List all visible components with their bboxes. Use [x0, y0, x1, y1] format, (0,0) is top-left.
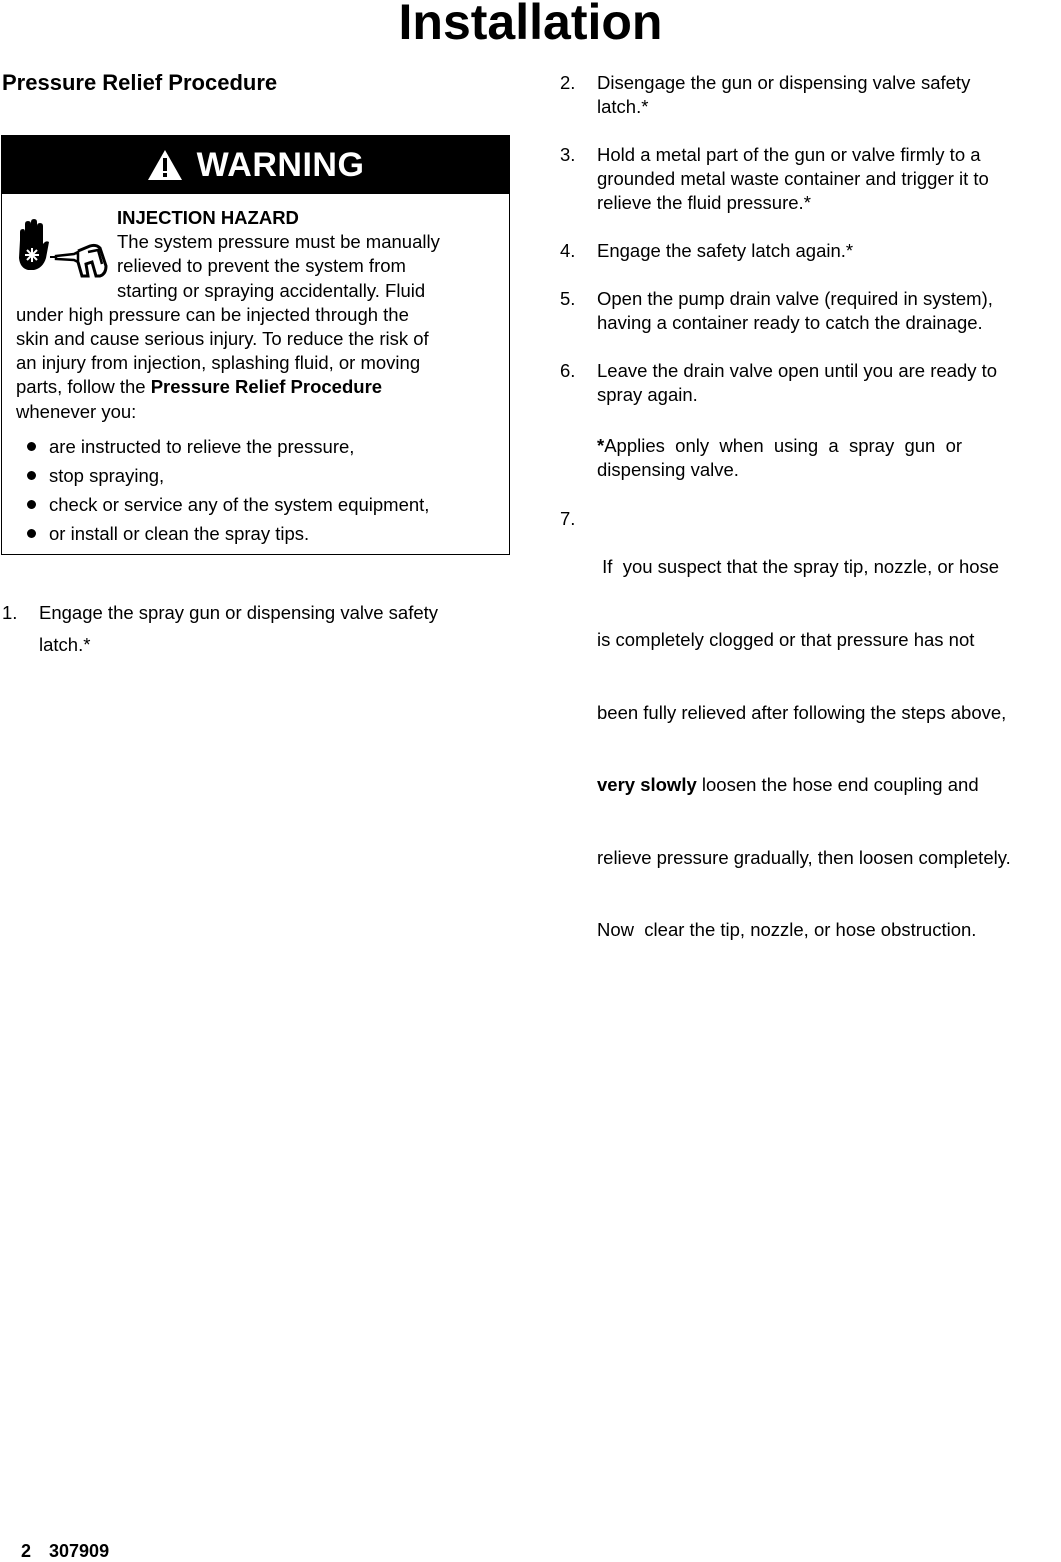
hazard-bullets [16, 432, 491, 548]
step-number: 6. [560, 360, 576, 381]
step-6 [560, 359, 1055, 409]
bullet-icon [27, 529, 36, 538]
step-5 [560, 287, 1055, 337]
warning-triangle-icon [147, 149, 183, 181]
step-text: If you suspect that the spray tip, nozzle, or hose is completely clogged or that pressure has not been fully relieved after following the steps above, very slowly loosen the hose end coupling and relieve pressure gradually, then loosen completely. Now clear the tip, nozzle, or hose obstruction. [597, 556, 1011, 941]
bullet-icon [27, 500, 36, 509]
step-text: Engage the spray gun or dispensing valve safety latch.* [39, 602, 439, 655]
document-number: 307909 [49, 1541, 110, 1561]
hazard-line: skin and cause serious injury. To reduce the risk of [16, 328, 429, 350]
hazard-line-prefix: parts, follow the [16, 376, 151, 398]
list-item: are instructed to relieve the pressure, [16, 432, 491, 461]
step-number: 2. [560, 72, 576, 93]
step-3 [560, 143, 1055, 218]
step-text: Disengage the gun or dispensing valve safety latch.* [597, 72, 971, 118]
warning-banner-text: WARNING [196, 145, 365, 184]
applies-note [560, 434, 1055, 484]
hazard-line: an injury from injection, splashing fluid, or moving [16, 352, 421, 374]
step-4 [560, 239, 1055, 265]
page-number: 2 [21, 1541, 32, 1561]
list-item: check or service any of the system equipment, [16, 490, 491, 519]
bullet-icon [27, 442, 36, 451]
bullet-icon [27, 471, 36, 480]
step-number: 5. [560, 288, 576, 309]
step-text: Open the pump drain valve (required in system), having a container ready to catch the drainage. [597, 288, 993, 334]
step-7 [560, 507, 1061, 941]
warning-banner [2, 136, 509, 194]
procedure-reference: Pressure Relief Procedure [150, 376, 383, 398]
step-text: Engage the safety latch again.* [597, 240, 854, 261]
hazard-title: INJECTION HAZARD [117, 207, 299, 228]
hazard-line [16, 375, 491, 399]
step-number: 1. [2, 602, 18, 623]
hazard-line: whenever you: [16, 400, 137, 422]
step-text: Leave the drain valve open until you are ready to spray again. [597, 360, 998, 406]
step-2 [560, 71, 1055, 121]
hazard-line: The system pressure must be manually [117, 231, 440, 253]
page-title: Installation [398, 0, 663, 50]
list-item: stop spraying, [16, 461, 491, 490]
hazard-line: under high pressure can be injected through the [16, 303, 409, 325]
section-heading: Pressure Relief Procedure [2, 70, 278, 95]
note-text: *Applies only when using a spray gun or dispensing valve. [597, 435, 963, 481]
step-number: 3. [560, 144, 576, 165]
step-number: 7. [560, 508, 576, 529]
step-number: 4. [560, 240, 576, 261]
hazard-line: starting or spraying accidentally. Fluid [117, 279, 426, 301]
hazard-text [16, 206, 491, 548]
list-item: or install or clean the spray tips. [16, 519, 491, 548]
step-text: Hold a metal part of the gun or valve firmly to a grounded metal waste container and trigger it to relieve the fluid pressure.* [597, 144, 989, 214]
warning-box [1, 135, 510, 555]
hazard-line: relieved to prevent the system from [117, 255, 406, 277]
step-1 [2, 597, 502, 667]
